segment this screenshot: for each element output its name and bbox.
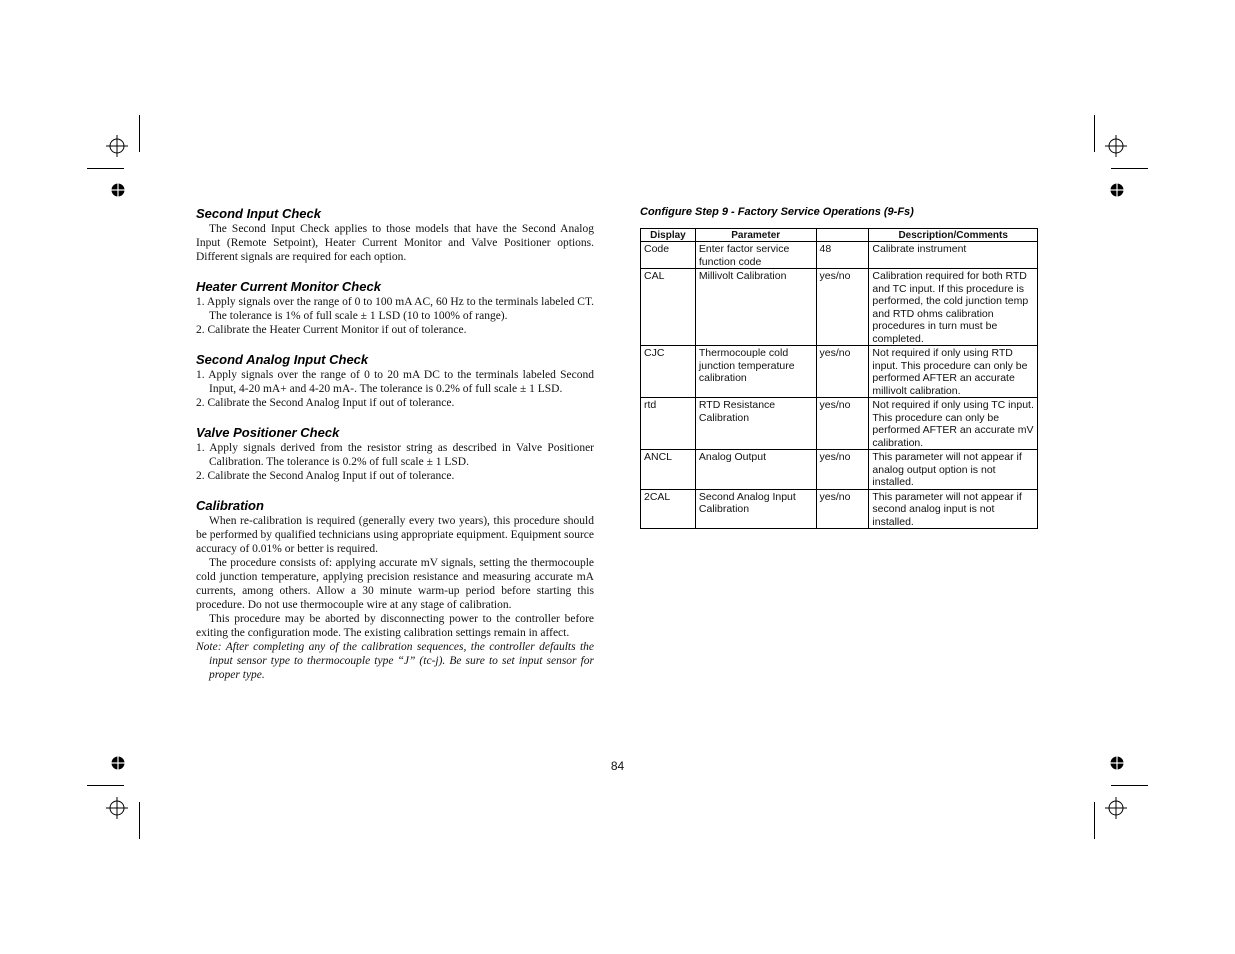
table-row bbox=[641, 489, 1038, 529]
cell-display: CAL bbox=[641, 269, 696, 346]
column-header-parameter: Parameter bbox=[695, 229, 816, 242]
cell-value: yes/no bbox=[816, 489, 869, 529]
list-item: 1. Apply signals over the range of 0 to 20 mA DC to the terminals labeled Second Input, 4-20 mA+ and 4-20 mA-. The tolerance is 0.2% of full scale ± 1 LSD. bbox=[196, 369, 594, 395]
cell-display: rtd bbox=[641, 398, 696, 450]
registration-dot-icon bbox=[1110, 183, 1124, 197]
registration-target-icon bbox=[106, 797, 128, 819]
table-row bbox=[641, 398, 1038, 450]
cell-parameter: Analog Output bbox=[695, 450, 816, 490]
cell-description: This parameter will not appear if second analog input is not installed. bbox=[869, 489, 1038, 529]
page-number: 84 bbox=[610, 759, 625, 773]
factory-service-table bbox=[640, 228, 1038, 529]
cell-value: yes/no bbox=[816, 450, 869, 490]
list-item: 2. Calibrate the Heater Current Monitor if out of tolerance. bbox=[196, 324, 467, 336]
calibration-paragraph: When re-calibration is required (generally every two years), this procedure should be performed by qualified technicians using appropriate equipment. Equipment source accuracy of 0.01% or better is required. bbox=[196, 515, 594, 555]
cell-display: ANCL bbox=[641, 450, 696, 490]
section-heading-heater-current: Heater Current Monitor Check bbox=[196, 279, 381, 294]
cell-value: yes/no bbox=[816, 398, 869, 450]
table-header-row bbox=[641, 229, 1038, 242]
cell-parameter: Enter factor service function code bbox=[695, 242, 816, 269]
cell-description: Not required if only using TC input. This procedure can only be performed AFTER an accurate mV calibration. bbox=[869, 398, 1038, 450]
cell-parameter: Second Analog Input Calibration bbox=[695, 489, 816, 529]
list-item: 1. Apply signals over the range of 0 to 100 mA AC, 60 Hz to the terminals labeled CT. The tolerance is 1% of full scale ± 1 LSD (10 to 100% of range). bbox=[196, 296, 594, 322]
second-input-body: The Second Input Check applies to those models that have the Second Analog Input (Remote Setpoint), Heater Current Monitor and Valve Positioner options. Different signals are required for each option. bbox=[196, 223, 594, 263]
cell-description: Calibration required for both RTD and TC input. If this procedure is performed, the cold junction temp and RTD ohms calibration procedures in turn must be completed. bbox=[869, 269, 1038, 346]
table-row bbox=[641, 450, 1038, 490]
crop-line bbox=[139, 115, 140, 152]
table-row bbox=[641, 269, 1038, 346]
section-heading-second-input: Second Input Check bbox=[196, 206, 321, 221]
list-item: 1. Apply signals derived from the resistor string as described in Valve Positioner Calibration. The tolerance is 0.2% of full scale ± 1 LSD. bbox=[196, 442, 594, 468]
list-item: 2. Calibrate the Second Analog Input if out of tolerance. bbox=[196, 397, 455, 409]
cell-display: Code bbox=[641, 242, 696, 269]
cell-display: CJC bbox=[641, 346, 696, 398]
crop-line bbox=[87, 785, 124, 786]
section-heading-calibration: Calibration bbox=[196, 498, 264, 513]
registration-dot-icon bbox=[111, 183, 125, 197]
list-item: 2. Calibrate the Second Analog Input if out of tolerance. bbox=[196, 470, 455, 482]
cell-value: yes/no bbox=[816, 269, 869, 346]
cell-description: Not required if only using RTD input. This procedure can only be performed AFTER an accurate millivolt calibration. bbox=[869, 346, 1038, 398]
section-heading-valve-positioner: Valve Positioner Check bbox=[196, 425, 340, 440]
registration-target-icon bbox=[1105, 797, 1127, 819]
column-header-display: Display bbox=[641, 229, 696, 242]
cell-description: Calibrate instrument bbox=[869, 242, 1038, 269]
cell-parameter: RTD Resistance Calibration bbox=[695, 398, 816, 450]
cell-value: yes/no bbox=[816, 346, 869, 398]
crop-line bbox=[139, 802, 140, 839]
calibration-note: Note: After completing any of the calibration sequences, the controller defaults the input sensor type to thermocouple type “J” (tc-j). Be sure to set input sensor for proper type. bbox=[196, 641, 594, 681]
registration-target-icon bbox=[1105, 135, 1127, 157]
section-heading-second-analog: Second Analog Input Check bbox=[196, 352, 369, 367]
column-header-value bbox=[816, 229, 869, 242]
crop-line bbox=[1111, 168, 1148, 169]
table-row bbox=[641, 242, 1038, 269]
table-title: Configure Step 9 - Factory Service Operations (9-Fs) bbox=[640, 206, 914, 218]
left-column bbox=[196, 206, 594, 682]
cell-display: 2CAL bbox=[641, 489, 696, 529]
calibration-paragraph: The procedure consists of: applying accurate mV signals, setting the thermocouple cold junction temperature, applying precision resistance and measuring accurate mA currents, among others. Allow a 30 minute warm-up period before starting this procedure. Do not use thermocouple wire at any stage of calibration. bbox=[196, 557, 594, 611]
crop-line bbox=[1111, 785, 1148, 786]
cell-parameter: Thermocouple cold junction temperature calibration bbox=[695, 346, 816, 398]
calibration-paragraph: This procedure may be aborted by disconnecting power to the controller before exiting the configuration mode. The existing calibration settings remain in affect. bbox=[196, 613, 594, 639]
cell-description: This parameter will not appear if analog output option is not installed. bbox=[869, 450, 1038, 490]
table-row bbox=[641, 346, 1038, 398]
column-header-description: Description/Comments bbox=[869, 229, 1038, 242]
registration-target-icon bbox=[106, 135, 128, 157]
crop-line bbox=[1094, 115, 1095, 152]
cell-value: 48 bbox=[816, 242, 869, 269]
cell-parameter: Millivolt Calibration bbox=[695, 269, 816, 346]
crop-line bbox=[87, 168, 124, 169]
crop-line bbox=[1094, 802, 1095, 839]
